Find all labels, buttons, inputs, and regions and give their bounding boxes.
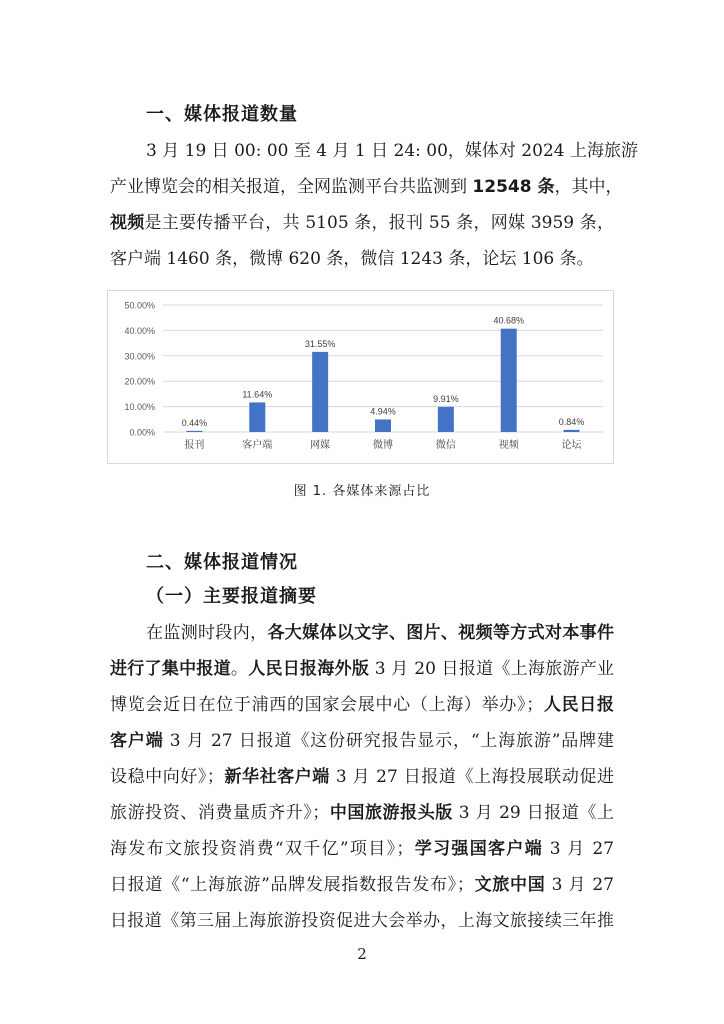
x-tick-label: 网媒 bbox=[310, 440, 331, 451]
paragraph-line: 客户端 3 月 27 日报道《这份研究报告显示，“上海旅游”品牌建 bbox=[110, 731, 614, 751]
bar bbox=[438, 407, 454, 432]
paragraph-line: 在监测时段内，各大媒体以文字、图片、视频等方式对本事件 bbox=[146, 623, 615, 643]
x-tick-label: 视频 bbox=[498, 440, 519, 451]
bar bbox=[312, 352, 328, 432]
bar bbox=[375, 419, 391, 432]
x-tick-label: 客户端 bbox=[242, 440, 273, 451]
bar bbox=[564, 430, 580, 432]
y-tick-label: 50.00% bbox=[124, 300, 155, 311]
paragraph-line: 3 月 19 日 00: 00 至 4 月 1 日 24: 00，媒体对 2024 上海旅游 bbox=[146, 141, 638, 161]
data-label: 9.91% bbox=[433, 393, 459, 404]
chart-caption: 图 1. 各媒体来源占比 bbox=[293, 484, 431, 499]
x-tick-label: 微信 bbox=[435, 440, 456, 451]
section-heading-coverage: 二、媒体报道情况 bbox=[146, 552, 298, 573]
x-tick-label: 微博 bbox=[373, 440, 393, 451]
paragraph-line: 日报道《第三届上海旅游投资促进大会举办，上海文旅接续三年推 bbox=[110, 911, 614, 931]
section-heading-media-count: 一、媒体报道数量 bbox=[146, 104, 298, 125]
data-label: 11.64% bbox=[242, 389, 273, 400]
y-tick-label: 20.00% bbox=[124, 376, 155, 387]
page-number: 2 bbox=[357, 945, 367, 963]
y-tick-label: 0.00% bbox=[129, 427, 155, 438]
paragraph-line: 客户端 1460 条，微博 620 条，微信 1243 条，论坛 106 条。 bbox=[110, 249, 594, 269]
paragraph-line: 设稳中向好》；新华社客户端 3 月 27 日报道《上海投展联动促进 bbox=[110, 767, 615, 787]
data-label: 4.94% bbox=[370, 406, 396, 417]
paragraph-line: 博览会近日在位于浦西的国家会展中心（上海）举办》；人民日报 bbox=[110, 695, 615, 715]
paragraph-line: 旅游投资、消费量质齐升》；中国旅游报头版 3 月 29 日报道《上 bbox=[110, 803, 614, 823]
paragraph-line: 产业博览会的相关报道，全网监测平台共监测到 12548 条，其中， bbox=[110, 177, 623, 197]
chart-svg bbox=[108, 291, 613, 463]
data-label: 31.55% bbox=[304, 338, 336, 349]
media-source-bar-chart bbox=[107, 290, 614, 464]
y-tick-label: 10.00% bbox=[124, 402, 155, 413]
paragraph-line: 进行了集中报道。人民日报海外版 3 月 20 日报道《上海旅游产业 bbox=[110, 659, 615, 679]
bar bbox=[249, 402, 265, 432]
data-label: 0.84% bbox=[558, 416, 585, 427]
subsection-heading-summary: （一）主要报道摘要 bbox=[146, 586, 317, 607]
paragraph-line: 视频是主要传播平台，共 5105 条，报刊 55 条，网媒 3959 条， bbox=[110, 213, 614, 233]
paragraph-line: 海发布文旅投资消费“双千亿”项目》；学习强国客户端 3 月 27 bbox=[110, 839, 614, 859]
x-tick-label: 论坛 bbox=[561, 440, 582, 451]
y-tick-label: 30.00% bbox=[124, 351, 155, 362]
bar bbox=[186, 431, 202, 432]
data-label: 0.44% bbox=[181, 417, 208, 428]
data-label: 40.68% bbox=[493, 315, 524, 326]
y-tick-label: 40.00% bbox=[124, 325, 155, 336]
paragraph-line: 日报道《“上海旅游”品牌发展指数报告发布》；文旅中国 3 月 27 bbox=[110, 875, 614, 895]
bar bbox=[501, 329, 517, 432]
x-tick-label: 报刊 bbox=[184, 440, 205, 451]
total-count: 12548 条 bbox=[472, 177, 555, 197]
